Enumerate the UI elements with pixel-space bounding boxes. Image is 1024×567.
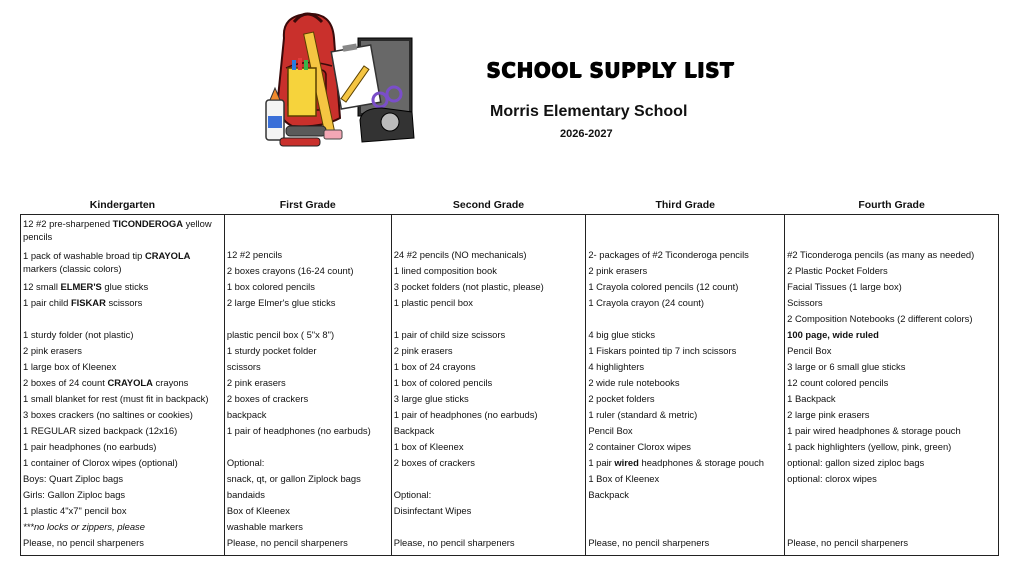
list-item <box>586 279 784 295</box>
list-item <box>392 391 586 407</box>
list-item-text: washable markers <box>226 521 303 532</box>
list-item <box>586 375 784 391</box>
list-item <box>225 519 391 535</box>
list-item-text: 2 wide rule notebooks <box>588 377 680 388</box>
list-item <box>21 247 224 279</box>
list-item-text: 3 large glue sticks <box>393 393 469 404</box>
list-item-text: Please, no pencil sharpeners <box>23 537 144 548</box>
column-heading: Third Grade <box>655 199 715 211</box>
list-item <box>785 359 998 375</box>
list-item <box>392 311 586 327</box>
list-item-text: 1 Backpack <box>787 393 836 404</box>
list-item <box>225 247 391 263</box>
list-item-text: glue sticks <box>101 281 149 292</box>
list-item-text: 1 box colored pencils <box>226 281 315 292</box>
list-item <box>785 519 998 535</box>
list-item-text: 1 REGULAR sized backpack (12x16) <box>23 425 178 436</box>
list-item-text: Girls: Gallon Ziploc bags <box>23 489 126 500</box>
list-item-text: Backpack <box>393 425 435 436</box>
list-item <box>225 407 391 423</box>
list-item-text: 2 boxes of 24 count <box>23 377 108 388</box>
list-item-text: 1 pair headphones (no earbuds) <box>23 441 157 452</box>
list-item <box>21 423 224 439</box>
list-item-text: scissors <box>105 297 143 308</box>
list-item <box>21 503 224 519</box>
list-item <box>21 455 224 471</box>
list-item-text: 12 small <box>23 281 61 292</box>
list-item-text: 1 pair of child size scissors <box>393 329 506 340</box>
list-item-text: Disinfectant Wipes <box>393 505 472 516</box>
list-item <box>785 279 998 295</box>
list-item-text: 24 #2 pencils (NO mechanicals) <box>393 249 527 260</box>
page-header <box>0 0 1024 190</box>
column-heading: First Grade <box>279 199 336 211</box>
table-header-row <box>21 198 999 215</box>
kindergarten-column <box>21 215 225 556</box>
list-item-text: 1 container of Clorox wipes (optional) <box>23 457 178 468</box>
list-item-text: 1 box of colored pencils <box>393 377 493 388</box>
list-item-text: snack, qt, or gallon Ziplock bags <box>226 473 361 484</box>
list-item <box>392 247 586 263</box>
list-item-text: Pencil Box <box>787 345 832 356</box>
list-item <box>392 407 586 423</box>
list-item <box>21 359 224 375</box>
list-item-text: crayons <box>152 377 189 388</box>
list-item <box>586 535 784 551</box>
list-item <box>21 279 224 295</box>
list-item <box>785 215 998 247</box>
third-grade-column <box>586 215 785 556</box>
list-item-text: 1 plastic pencil box <box>393 297 473 308</box>
list-item <box>225 487 391 503</box>
second-grade-column <box>391 215 586 556</box>
list-item-text: yellow pencils <box>23 218 212 242</box>
list-item <box>392 327 586 343</box>
list-item-text: 100 page, wide ruled <box>787 329 879 340</box>
list-item <box>225 535 391 551</box>
list-item-text: Optional: <box>226 457 265 468</box>
list-item-text: Facial Tissues (1 large box) <box>787 281 902 292</box>
first-grade-column <box>224 215 391 556</box>
list-item <box>586 471 784 487</box>
list-item-text: Please, no pencil sharpeners <box>787 537 909 548</box>
list-item <box>21 343 224 359</box>
list-item-text: 1 Fiskars pointed tip 7 inch scissors <box>588 345 737 356</box>
list-item <box>586 263 784 279</box>
list-item-text: backpack <box>226 409 267 420</box>
list-item <box>225 215 391 247</box>
page-title: SCHOOL SUPPLY LIST <box>486 58 734 82</box>
list-item <box>392 423 586 439</box>
list-item <box>392 519 586 535</box>
list-item-text: 3 boxes crackers (no saltines or cookies) <box>23 409 193 420</box>
list-item <box>586 311 784 327</box>
list-item-text: 1 sturdy pocket folder <box>226 345 317 356</box>
list-item-text: 1 box of 24 crayons <box>393 361 476 372</box>
list-item <box>785 295 998 311</box>
list-item <box>586 343 784 359</box>
list-item-text: 2 pink erasers <box>226 377 286 388</box>
list-item-text: Please, no pencil sharpeners <box>226 537 348 548</box>
supply-table <box>20 198 999 556</box>
list-item-text: 2- packages of #2 Ticonderoga pencils <box>588 249 749 260</box>
list-item <box>21 295 224 311</box>
list-item-text: Backpack <box>588 489 629 500</box>
list-item-text: optional: gallon sized ziploc bags <box>787 457 925 468</box>
list-item-text: 4 big glue sticks <box>588 329 656 340</box>
list-item-text: CRAYOLA <box>144 250 191 261</box>
list-item <box>21 471 224 487</box>
list-item <box>785 343 998 359</box>
list-item-text: 2 pink erasers <box>393 345 453 356</box>
list-item-text: 4 highlighters <box>588 361 645 372</box>
list-item-text: 2 pocket folders <box>588 393 655 404</box>
list-item <box>785 311 998 327</box>
list-item-text: headphones & storage pouch <box>638 457 764 468</box>
list-item <box>785 487 998 503</box>
list-item <box>225 471 391 487</box>
list-item-text: ***no locks or zippers, please <box>23 521 145 532</box>
list-item <box>785 407 998 423</box>
list-item-text: 1 pack highlighters (yellow, pink, green) <box>787 441 952 452</box>
school-supplies-clipart <box>262 8 422 158</box>
list-item <box>225 503 391 519</box>
list-item-text: CRAYOLA <box>107 377 153 388</box>
list-item-text: FISKAR <box>70 297 106 308</box>
list-item <box>785 391 998 407</box>
list-item <box>785 263 998 279</box>
list-item-text: Please, no pencil sharpeners <box>588 537 710 548</box>
list-item <box>392 471 586 487</box>
list-item-text: 2 pink erasers <box>588 265 648 276</box>
list-item <box>586 391 784 407</box>
list-item-text: 1 Box of Kleenex <box>588 473 660 484</box>
column-heading: Fourth Grade <box>858 199 925 211</box>
list-item <box>392 455 586 471</box>
fourth-grade-column <box>785 215 999 556</box>
list-item-text: 2 container Clorox wipes <box>588 441 691 452</box>
list-item-text: 12 #2 pre-sharpened <box>23 218 113 229</box>
list-item-text: wired <box>614 457 639 468</box>
list-item <box>225 455 391 471</box>
list-item-text: Pencil Box <box>588 425 633 436</box>
school-name: Morris Elementary School <box>490 103 688 120</box>
list-item <box>21 439 224 455</box>
list-item <box>225 391 391 407</box>
list-item-text: bandaids <box>226 489 265 500</box>
list-item <box>392 343 586 359</box>
list-item-text: 1 plastic 4"x7" pencil box <box>23 505 127 516</box>
list-item <box>392 535 586 551</box>
list-item <box>21 391 224 407</box>
list-item <box>392 503 586 519</box>
list-item <box>392 359 586 375</box>
list-item-text: 1 ruler (standard & metric) <box>588 409 698 420</box>
list-item <box>586 487 784 503</box>
list-item-text: 2 boxes of crackers <box>393 457 475 468</box>
list-item <box>225 375 391 391</box>
list-item <box>586 455 784 471</box>
list-item-text: #2 Ticonderoga pencils (as many as needed) <box>787 249 975 260</box>
list-item <box>586 215 784 247</box>
list-item <box>785 439 998 455</box>
list-item-text: 3 large or 6 small glue sticks <box>787 361 906 372</box>
list-item-text: 2 large pink erasers <box>787 409 870 420</box>
list-item-text: Box of Kleenex <box>226 505 290 516</box>
list-item-text: markers (classic colors) <box>23 263 122 274</box>
list-item-text: 1 lined composition book <box>393 265 497 276</box>
list-item-text: 1 small blanket for rest (must fit in backpack) <box>23 393 209 404</box>
list-item <box>21 535 224 551</box>
list-item <box>785 247 998 263</box>
list-item <box>586 519 784 535</box>
list-item-text: 1 sturdy folder (not plastic) <box>23 329 134 340</box>
list-item-text: Please, no pencil sharpeners <box>393 537 515 548</box>
table-body-row <box>21 215 999 556</box>
list-item <box>21 519 224 535</box>
list-item <box>21 487 224 503</box>
list-item <box>225 279 391 295</box>
list-item <box>785 503 998 519</box>
list-item-text: 1 Crayola crayon (24 count) <box>588 297 705 308</box>
list-item <box>21 215 224 247</box>
list-item <box>21 375 224 391</box>
list-item-text: 1 pack of washable broad tip <box>23 250 145 261</box>
list-item <box>586 295 784 311</box>
list-item-text: 2 Plastic Pocket Folders <box>787 265 888 276</box>
list-item <box>21 327 224 343</box>
column-heading: Second Grade <box>452 199 525 211</box>
list-item-text: 1 large box of Kleenex <box>23 361 117 372</box>
list-item <box>785 455 998 471</box>
list-item-text: plastic pencil box ( 5"x 8") <box>226 329 335 340</box>
list-item-text: 1 Crayola colored pencils (12 count) <box>588 281 739 292</box>
list-item <box>392 279 586 295</box>
list-item <box>785 535 998 551</box>
list-item <box>586 407 784 423</box>
list-item <box>392 487 586 503</box>
list-item-text: Scissors <box>787 297 823 308</box>
list-item <box>225 359 391 375</box>
column-heading: Kindergarten <box>89 199 156 211</box>
list-item <box>225 439 391 455</box>
list-item-text: 12 count colored pencils <box>787 377 889 388</box>
list-item <box>392 295 586 311</box>
list-item <box>586 423 784 439</box>
list-item <box>21 311 224 327</box>
list-item-text: 2 pink erasers <box>23 345 82 356</box>
list-item-text: scissors <box>226 361 261 372</box>
list-item-text: 1 pair child <box>23 297 71 308</box>
list-item-text: 1 pair of headphones (no earbuds) <box>393 409 538 420</box>
list-item <box>225 295 391 311</box>
list-item-text: 2 Composition Notebooks (2 different colors) <box>787 313 973 324</box>
list-item <box>586 359 784 375</box>
list-item-text: 2 boxes of crackers <box>226 393 309 404</box>
list-item-text: Boys: Quart Ziploc bags <box>23 473 124 484</box>
list-item <box>586 247 784 263</box>
list-item <box>785 471 998 487</box>
list-item <box>225 343 391 359</box>
list-item <box>225 263 391 279</box>
list-item <box>785 375 998 391</box>
list-item-text: ELMER'S <box>60 281 102 292</box>
list-item <box>586 503 784 519</box>
list-item <box>392 375 586 391</box>
list-item <box>392 215 586 247</box>
list-item <box>392 263 586 279</box>
list-item <box>586 327 784 343</box>
list-item-text: TICONDEROGA <box>112 218 183 229</box>
list-item-text: Optional: <box>393 489 432 500</box>
list-item <box>225 423 391 439</box>
list-item-text: 2 boxes crayons (16-24 count) <box>226 265 354 276</box>
list-item-text: 1 pair <box>588 457 615 468</box>
list-item <box>225 311 391 327</box>
list-item-text: 12 #2 pencils <box>226 249 283 260</box>
list-item <box>225 327 391 343</box>
school-year: 2026-2027 <box>560 128 613 140</box>
list-item-text: 2 large Elmer's glue sticks <box>226 297 336 308</box>
list-item-text: 1 pair wired headphones & storage pouch <box>787 425 961 436</box>
list-item <box>586 439 784 455</box>
list-item <box>785 327 998 343</box>
list-item <box>392 439 586 455</box>
list-item <box>785 423 998 439</box>
list-item-text: 1 box of Kleenex <box>393 441 464 452</box>
list-item-text: optional: clorox wipes <box>787 473 877 484</box>
list-item <box>21 407 224 423</box>
list-item-text: 3 pocket folders (not plastic, please) <box>393 281 544 292</box>
list-item-text: 1 pair of headphones (no earbuds) <box>226 425 371 436</box>
